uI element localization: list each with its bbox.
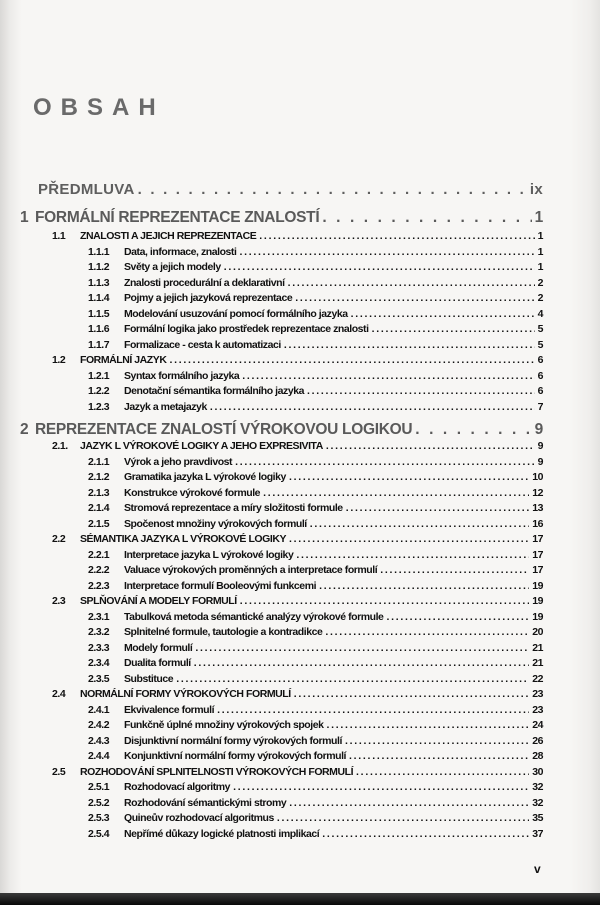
entry-title: Spočenost množiny výrokových formulí	[124, 517, 307, 530]
entry-number: 2.3.4	[88, 657, 110, 669]
entry-number: 2.1.	[52, 440, 68, 452]
entry-number: 1.1.2	[88, 261, 110, 273]
entry-number: 1.2.1	[88, 369, 110, 382]
entry-title: Splnitelné formule, tautologie a kontradikce	[124, 626, 323, 638]
entry-number: 2.5.4	[88, 827, 110, 840]
entry-title: FORMÁLNÍ JAZYK	[80, 354, 167, 366]
toc-entry-sub	[88, 797, 543, 809]
dot-leader	[294, 688, 530, 700]
dot-leader	[310, 518, 529, 530]
entry-title: Rozhodování sémantickými stromy	[124, 796, 287, 809]
toc-entry-sub	[88, 828, 543, 840]
toc-entry-sub	[88, 657, 543, 669]
dot-leader	[169, 354, 534, 366]
dot-leader	[277, 812, 529, 824]
toc-entry-sub	[88, 626, 543, 638]
dot-leader	[325, 626, 529, 638]
entry-title: Interpretace formulí Booleovými funkcemi	[124, 579, 317, 592]
entry-page: 23	[532, 688, 543, 700]
toc-entry-sub	[88, 261, 543, 273]
entry-number: 2.3.2	[88, 626, 110, 638]
entry-title: Tabulková metoda sémantické analýzy výrokové formule	[124, 610, 384, 623]
dot-leader	[289, 797, 529, 809]
toc-entry-sub	[88, 719, 543, 731]
toc-entry-section	[52, 440, 543, 452]
dot-leader	[138, 181, 527, 198]
toc-entry-sub	[88, 308, 543, 320]
entry-title: Konjunktivní normální formy výrokových formulí	[124, 750, 347, 762]
entry-title: Funkčně úplné množiny výrokových spojek	[124, 719, 324, 731]
entry-number: 2.1.5	[88, 517, 110, 530]
entry-number: 2.4.3	[88, 734, 110, 747]
entry-title: PŘEDMLUVA	[38, 181, 135, 198]
toc-entry-sub	[88, 750, 543, 762]
entry-page: 4	[537, 307, 543, 320]
dot-leader	[319, 580, 529, 592]
entry-page: 5	[537, 323, 543, 335]
dot-leader	[289, 533, 529, 545]
toc-entry-sub	[88, 812, 543, 824]
dot-leader	[242, 370, 534, 382]
entry-page: 28	[532, 750, 543, 762]
entry-page: 24	[532, 719, 543, 731]
entry-title: Ekvivalence formulí	[124, 703, 215, 716]
toc-entry-sub	[88, 323, 543, 335]
entry-title: Denotační sémantika formálního jazyka	[124, 385, 304, 397]
entry-page: 32	[532, 796, 543, 809]
entry-page: ix	[529, 181, 543, 198]
entry-title: FORMÁLNÍ REPREZENTACE ZNALOSTÍ	[35, 209, 320, 226]
entry-number: 1.2.2	[88, 385, 110, 397]
entry-title: JAZYK L VÝROKOVÉ LOGIKY A JEHO EXPRESIVITA	[80, 440, 323, 452]
entry-page: 10	[532, 471, 543, 483]
entry-title: Interpretace jazyka L výrokové logiky	[124, 548, 294, 561]
dot-leader	[240, 595, 530, 607]
entry-number: 2.4.2	[88, 719, 110, 731]
entry-page: 21	[532, 657, 543, 669]
entry-title: ROZHODOVÁNÍ SPLNITELNOSTI VÝROKOVÝCH FORMULÍ	[80, 765, 354, 778]
entry-page: 6	[537, 369, 543, 382]
entry-title: ZNALOSTI A JEJICH REPREZENTACE	[80, 230, 257, 242]
entry-title: Data, informace, znalosti	[124, 245, 237, 258]
entry-title: Formalizace - cesta k automatizaci	[124, 338, 281, 351]
dot-leader	[259, 230, 534, 242]
entry-page: 6	[537, 354, 543, 366]
entry-page: 30	[532, 765, 543, 778]
toc-entry-sub	[88, 549, 543, 561]
entry-number: 2.2.3	[88, 579, 110, 592]
toc-entry-sub	[88, 385, 543, 397]
entry-number: 1.1.6	[88, 323, 110, 335]
entry-page: 20	[532, 626, 543, 638]
dot-leader	[224, 261, 535, 273]
dot-leader	[235, 456, 535, 468]
dot-leader	[415, 421, 531, 439]
entry-page: 19	[532, 595, 543, 607]
toc-entry-sub	[88, 370, 543, 382]
dot-leader	[326, 440, 535, 452]
entry-number: 2.3.1	[88, 610, 110, 623]
dot-leader	[307, 385, 535, 397]
entry-title: Rozhodovací algoritmy	[124, 781, 231, 793]
entry-page: 13	[532, 502, 543, 514]
dot-leader	[176, 673, 529, 685]
entry-title: Stromová reprezentace a míry složitosti formule	[124, 502, 343, 514]
entry-title: Výrok a jeho pravdivost	[124, 455, 233, 468]
dot-leader	[386, 611, 529, 623]
entry-title: Quineův rozhodovací algoritmus	[124, 812, 274, 824]
entry-number: 2.2	[52, 533, 66, 545]
dot-leader	[296, 549, 529, 561]
entry-number: 2.1.2	[88, 471, 110, 483]
toc-entry-section	[52, 533, 543, 545]
dot-leader	[284, 339, 535, 351]
entry-page: 19	[532, 579, 543, 592]
entry-title: Pojmy a jejich jazyková reprezentace	[124, 292, 293, 304]
entry-page: 9	[537, 455, 543, 468]
entry-number: 2.5.1	[88, 781, 110, 793]
toc-entry-sub	[88, 277, 543, 289]
page-title: OBSAH	[33, 94, 165, 121]
entry-title: NORMÁLNÍ FORMY VÝROKOVÝCH FORMULÍ	[80, 688, 291, 700]
dot-leader	[322, 209, 531, 227]
entry-number: 2.1.3	[88, 486, 110, 499]
toc-entry-sub	[88, 246, 543, 258]
entry-number: 1.1.1	[88, 245, 110, 258]
entry-title: Konstrukce výrokové formule	[124, 486, 261, 499]
entry-page: 1	[534, 209, 543, 226]
entry-page: 2	[537, 276, 543, 289]
entry-number: 2	[20, 421, 29, 438]
entry-title: Modely formulí	[124, 641, 193, 654]
dot-leader	[346, 502, 530, 514]
entry-number: 2.2.1	[88, 548, 110, 561]
toc-entry-sub	[88, 339, 543, 351]
entry-page: 12	[532, 486, 543, 499]
entry-page: 19	[532, 610, 543, 623]
entry-number: 1.1	[52, 230, 66, 242]
entry-title: Nepřímé důkazy logické platnosti implikací	[124, 827, 320, 840]
scan-edge	[0, 893, 600, 905]
entry-page: 37	[532, 827, 543, 840]
entry-number: 2.5.3	[88, 812, 110, 824]
entry-page: 5	[537, 338, 543, 351]
toc-entry-sub	[88, 611, 543, 623]
toc-entry-section	[52, 354, 543, 366]
toc-entry-sub	[88, 580, 543, 592]
entry-number: 2.3.5	[88, 672, 110, 685]
dot-leader	[351, 308, 535, 320]
entry-number: 2.5.2	[88, 796, 110, 809]
toc-entry-sub	[88, 292, 543, 304]
entry-title: Disjunktivní normální formy výrokových formulí	[124, 734, 342, 747]
entry-number: 1.1.4	[88, 292, 110, 304]
toc-entry-sub	[88, 502, 543, 514]
entry-title: REPREZENTACE ZNALOSTÍ VÝROKOVOU LOGIKOU	[35, 421, 413, 438]
entry-page: 2	[537, 292, 543, 304]
toc-entry-sub	[88, 673, 543, 685]
entry-number: 2.2.2	[88, 564, 110, 576]
toc-entry-sub	[88, 735, 543, 747]
entry-title: Dualita formulí	[124, 657, 191, 669]
entry-number: 2.1.1	[88, 455, 110, 468]
dot-leader	[372, 323, 535, 335]
toc-entry-sub	[88, 487, 543, 499]
entry-page: 1	[537, 245, 543, 258]
entry-number: 1.2	[52, 354, 66, 366]
entry-number: 1.1.7	[88, 338, 110, 351]
entry-title: Světy a jejich modely	[124, 261, 221, 273]
toc-entry-sub	[88, 642, 543, 654]
dot-leader	[194, 657, 529, 669]
page-number: v	[534, 862, 541, 876]
toc-entry-sub	[88, 471, 543, 483]
entry-page: 6	[537, 385, 543, 397]
entry-title: Formální logika jako prostředek reprezentace znalosti	[124, 323, 369, 335]
entry-number: 2.3.3	[88, 641, 110, 654]
entry-page: 22	[532, 672, 543, 685]
dot-leader	[349, 750, 529, 762]
entry-page: 7	[537, 400, 543, 413]
entry-title: Modelování usuzování pomocí formálního jazyka	[124, 307, 348, 320]
entry-number: 1	[20, 209, 29, 226]
dot-leader	[195, 642, 529, 654]
toc-entry-section	[52, 766, 543, 778]
dot-leader	[263, 487, 529, 499]
entry-number: 2.4.4	[88, 750, 110, 762]
toc-entry-section	[52, 595, 543, 607]
toc-entry-sub	[88, 518, 543, 530]
entry-page: 9	[534, 421, 543, 438]
dot-leader	[288, 277, 535, 289]
toc-entry-preface	[38, 181, 543, 198]
entry-page: 35	[532, 812, 543, 824]
dot-leader	[289, 471, 529, 483]
entry-page: 17	[532, 533, 543, 545]
entry-number: 2.3	[52, 595, 66, 607]
dot-leader	[210, 401, 535, 413]
toc-entry-sub	[88, 704, 543, 716]
toc-entry-chapter	[20, 209, 543, 227]
entry-title: Valuace výrokových proměnných a interpretace formulí	[124, 564, 378, 576]
entry-number: 1.1.5	[88, 307, 110, 320]
dot-leader	[295, 292, 534, 304]
dot-leader	[327, 719, 530, 731]
entry-number: 1.1.3	[88, 276, 110, 289]
dot-leader	[217, 704, 529, 716]
entry-page: 1	[537, 261, 543, 273]
entry-title: Syntax formálního jazyka	[124, 369, 240, 382]
toc-entry-chapter	[20, 421, 543, 439]
entry-page: 32	[532, 781, 543, 793]
dot-leader	[233, 781, 529, 793]
toc-entry-sub	[88, 401, 543, 413]
entry-page: 17	[532, 564, 543, 576]
dot-leader	[322, 828, 529, 840]
entry-page: 23	[532, 703, 543, 716]
entry-page: 9	[537, 440, 543, 452]
entry-title: SPLŇOVÁNÍ A MODELY FORMULÍ	[80, 595, 237, 607]
entry-title: Gramatika jazyka L výrokové logiky	[124, 471, 286, 483]
entry-title: SÉMANTIKA JAZYKA L VÝROKOVÉ LOGIKY	[80, 533, 286, 545]
entry-page: 26	[532, 734, 543, 747]
entry-number: 1.2.3	[88, 400, 110, 413]
entry-title: Jazyk a metajazyk	[124, 400, 207, 413]
entry-page: 1	[537, 230, 543, 242]
entry-page: 21	[532, 641, 543, 654]
toc-entry-section	[52, 230, 543, 242]
dot-leader	[356, 766, 529, 778]
toc-entry-sub	[88, 564, 543, 576]
entry-title: Znalosti procedurální a deklarativní	[124, 276, 285, 289]
entry-number: 2.4.1	[88, 703, 110, 716]
entry-number: 2.5	[52, 765, 66, 778]
dot-leader	[345, 735, 529, 747]
dot-leader	[380, 564, 529, 576]
dot-leader	[239, 246, 534, 258]
toc-entry-sub	[88, 456, 543, 468]
toc-entry-section	[52, 688, 543, 700]
entry-page: 16	[532, 517, 543, 530]
entry-number: 2.1.4	[88, 502, 110, 514]
entry-title: Substituce	[124, 672, 174, 685]
toc-entry-sub	[88, 781, 543, 793]
entry-page: 17	[532, 548, 543, 561]
entry-number: 2.4	[52, 688, 66, 700]
